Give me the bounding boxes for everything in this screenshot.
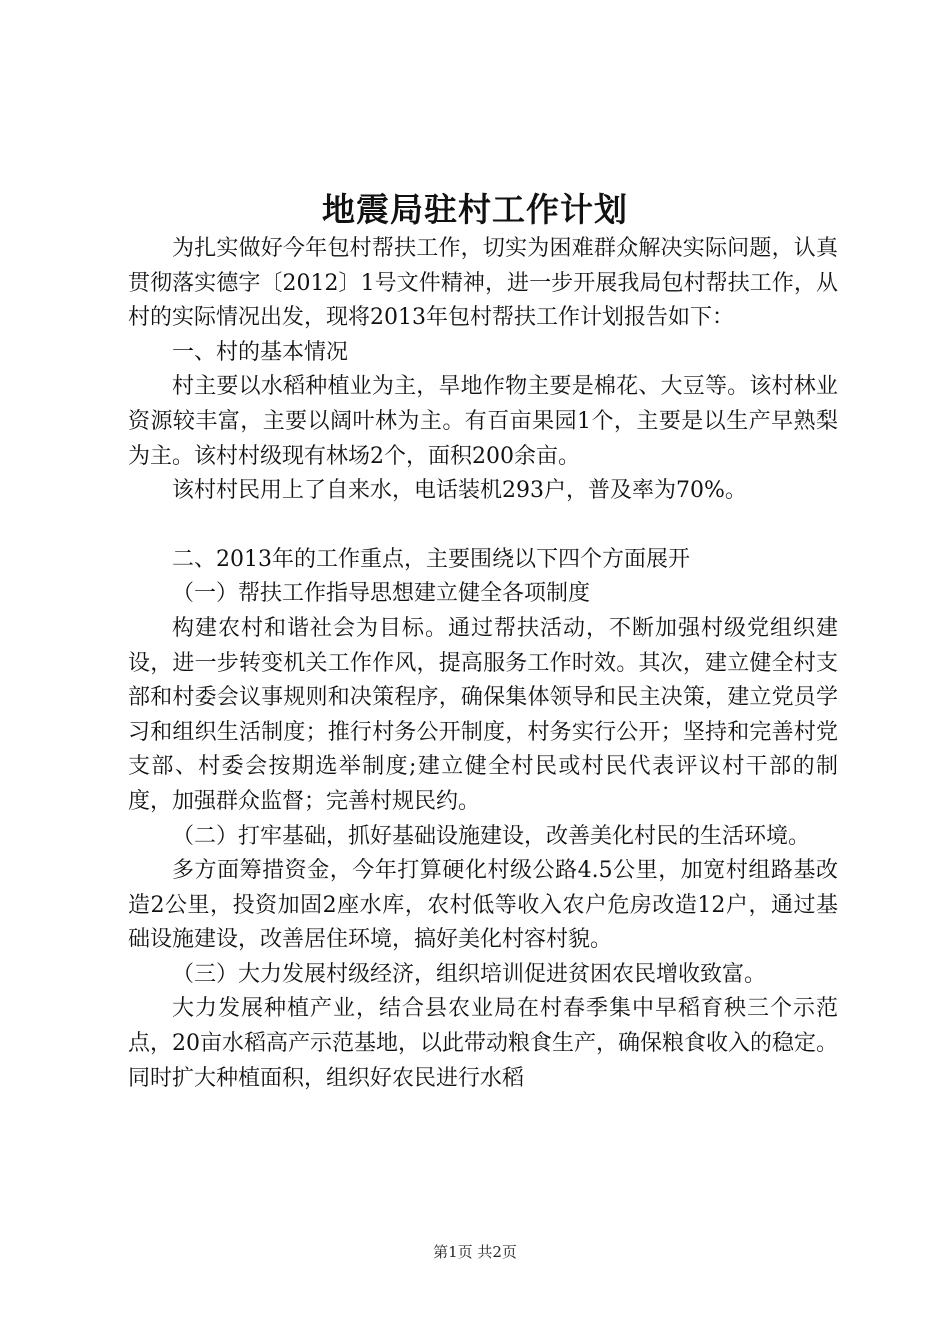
subheading-economy: （三）大力发展村级经济，组织培训促进贫困农民增收致富。 bbox=[172, 961, 767, 987]
paragraph-utilities: 该村村民用上了自来水，电话装机293户，普及率为70%。 bbox=[172, 478, 747, 504]
paragraph-institution-building: 构建农村和谐社会为目标。通过帮扶活动，不断加强村级党组织建设，进一步转变机关工作作风，提高服务工作时效。其次，建立健全村支部和村委会议事规则和决策程序，确保集体领导和民主决策，建立党员学习和组织生活制度；推行村务公开制度，村务实行公开；坚持和完善村党支部、村委会按期选举制度;建立健全村民或村民代表评议村干部的制度，加强群众监督；完善村规民约。 bbox=[128, 615, 838, 814]
paragraph-infrastructure: 多方面筹措资金，今年打算硬化村级公路4.5公里，加宽村组路基改造2公里，投资加固2座水库，农村低等收入农户危房改造12户，通过基础设施建设，改善居住环境，搞好美化村容村貌。 bbox=[128, 858, 838, 953]
section-heading-basic-situation: 一、村的基本情况 bbox=[172, 339, 349, 365]
paragraph-intro: 为扎实做好今年包村帮扶工作，切实为困难群众解决实际问题，认真贯彻落实德字〔2012〕1号文件精神，进一步开展我局包村帮扶工作，从村的实际情况出发，现将2013年包村帮扶工作计划报告如下： bbox=[128, 236, 838, 331]
subheading-guiding-ideology: （一）帮扶工作指导思想建立健全各项制度 bbox=[172, 581, 591, 607]
paragraph-agriculture: 村主要以水稻种植业为主，旱地作物主要是棉花、大豆等。该村林业资源较丰富，主要以阔叶林为主。有百亩果园1个，主要是以生产早熟梨为主。该村村级现有林场2个，面积200余亩。 bbox=[128, 374, 838, 469]
document-body bbox=[128, 232, 838, 1096]
subheading-infrastructure: （二）打牢基础，抓好基础设施建设，改善美化村民的生活环境。 bbox=[172, 823, 811, 849]
page-footer: 第1页 共2页 bbox=[433, 1243, 517, 1261]
document-title: 地震局驻村工作计划 bbox=[322, 190, 628, 229]
blank-line bbox=[128, 509, 838, 543]
section-heading-key-work: 二、2013年的工作重点，主要围绕以下四个方面展开 bbox=[172, 546, 690, 572]
paragraph-planting: 大力发展种植产业，结合县农业局在村春季集中早稻育秧三个示范点，20亩水稻高产示范基地，以此带动粮食生产，确保粮食收入的稳定。同时扩大种植面积，组织好农民进行水稻 bbox=[128, 996, 838, 1091]
